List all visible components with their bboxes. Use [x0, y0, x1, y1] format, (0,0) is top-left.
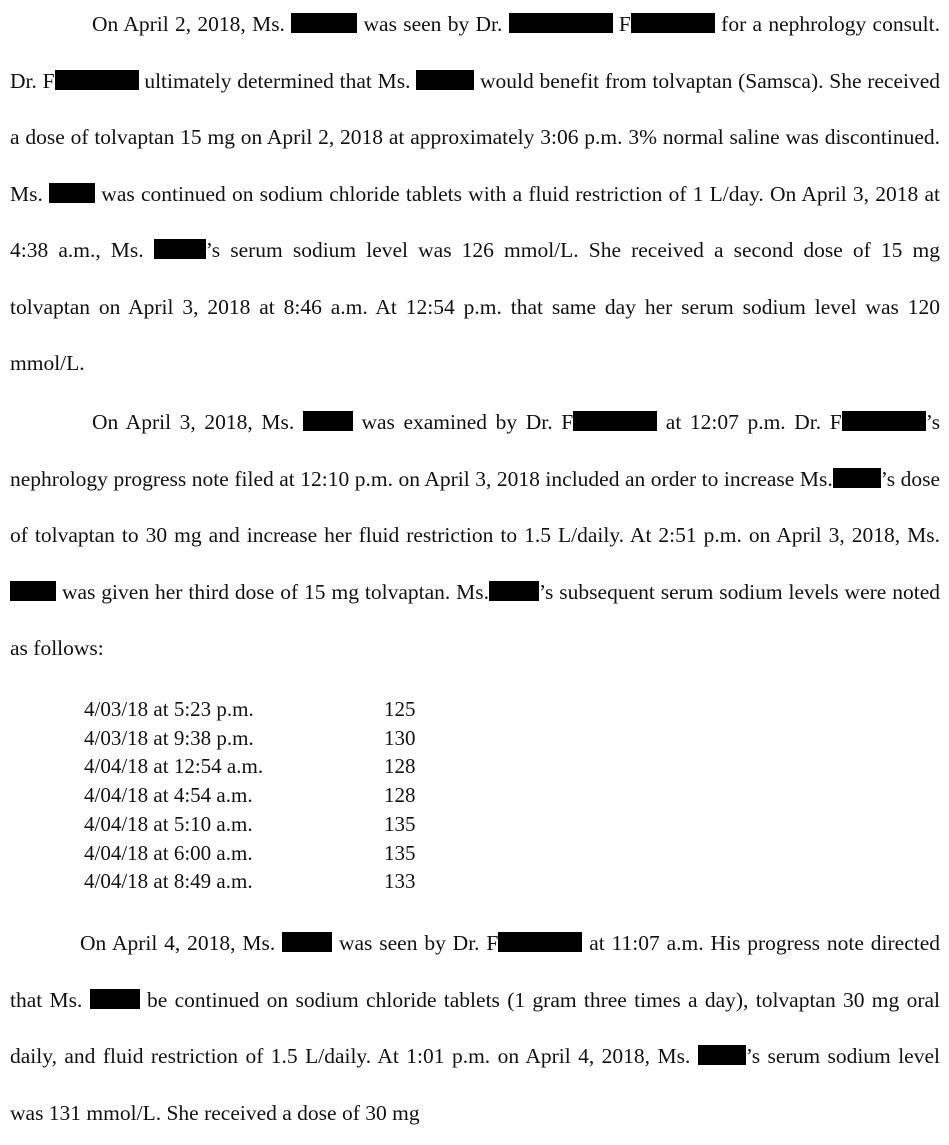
text-segment: at 12:07 p.m. Dr. F: [665, 410, 842, 434]
text-segment: On April 2, 2018, Ms.: [92, 12, 285, 36]
text-segment: be continued on sodium chloride tablets (1 gram three times a day), tolvaptan 30 mg oral daily, and fluid restriction of 1.5 L/daily. At 1:01 p.m. on April 4, 2018, Ms.: [10, 987, 940, 1068]
level-value: 128: [384, 783, 416, 808]
table-row: [84, 724, 444, 753]
paragraph-april-2: [10, 0, 940, 392]
sodium-levels-table: [84, 695, 444, 896]
text-segment: was given her third dose of 15 mg tolvaptan. Ms.: [61, 579, 490, 604]
table-row: [84, 810, 444, 839]
redaction-box: [49, 183, 95, 203]
level-datetime: 4/03/18 at 9:38 p.m.: [84, 725, 254, 750]
text-segment: was seen by Dr. F: [338, 931, 499, 955]
text-segment: was continued on sodium chloride tablets with a fluid restriction of 1 L/day. On April 3, 2018 at 4:38 a.m., Ms.: [10, 181, 940, 262]
redaction-box: [55, 70, 139, 90]
level-datetime: 4/03/18 at 5:23 p.m.: [84, 697, 254, 721]
text-segment: would benefit from tolvaptan (Samsca). She received a dose of tolvaptan 15 mg on April 2, 2018 at approximately 3:06 p.m. 3% normal saline was discontinued. Ms.: [10, 68, 941, 206]
text-segment: was seen by Dr.: [363, 12, 503, 36]
paragraph-april-3: [10, 394, 940, 677]
level-value: 130: [384, 725, 416, 750]
text-segment: ’s dose of tolvaptan to 30 mg and increase her fluid restriction to 1.5 L/daily. At 2:51 p.m. on April 3, 2018, Ms.: [10, 466, 941, 547]
redaction-box: [573, 411, 657, 431]
table-row: [84, 867, 444, 896]
level-datetime: 4/04/18 at 4:54 a.m.: [84, 783, 253, 808]
level-value: 128: [384, 754, 416, 779]
text-segment: at 11:07 a.m. His progress note directed that Ms.: [10, 931, 941, 1012]
table-row: [84, 839, 444, 868]
text-segment: On April 4, 2018, Ms.: [80, 931, 276, 955]
level-datetime: 4/04/18 at 5:10 a.m.: [84, 811, 253, 836]
level-datetime: 4/04/18 at 6:00 a.m.: [84, 840, 253, 865]
text-segment: F: [618, 12, 631, 36]
text-segment: was examined by Dr. F: [361, 410, 574, 434]
text-segment: ’s serum sodium level was 131 mmol/L. She received a dose of 30 mg: [10, 1044, 940, 1125]
table-row: [84, 695, 444, 724]
redaction-box: [154, 239, 206, 259]
text-segment: On April 3, 2018, Ms.: [92, 410, 295, 434]
level-value: 135: [384, 840, 416, 865]
redaction-box: [416, 70, 474, 90]
table-row: [84, 752, 444, 781]
text-segment: ’s serum sodium level was 126 mmol/L. She received a second dose of 15 mg tolvaptan on April 3, 2018 at 8:46 a.m. At 12:54 p.m. that same day her serum sodium level was 120 mmol/L.: [10, 238, 940, 375]
level-value: 133: [384, 869, 416, 894]
redaction-box: [489, 581, 539, 601]
text-segment: ’s nephrology progress note filed at 12:10 p.m. on April 3, 2018 included an order to increase Ms.: [10, 410, 941, 491]
redaction-box: [498, 932, 582, 952]
redaction-box: [282, 932, 332, 952]
level-datetime: 4/04/18 at 8:49 a.m.: [84, 869, 253, 894]
redaction-box: [10, 581, 56, 601]
text-segment: for a nephrology consult. Dr. F: [10, 12, 941, 93]
redaction-box: [509, 13, 613, 33]
text-segment: ’s subsequent serum sodium levels were noted as follows:: [10, 579, 941, 660]
redaction-box: [833, 468, 881, 488]
level-value: 135: [384, 811, 416, 836]
redaction-box: [631, 13, 715, 33]
redaction-box: [303, 411, 353, 431]
redaction-box: [291, 13, 357, 33]
paragraph-april-4: [10, 915, 940, 1141]
table-row: [84, 781, 444, 810]
level-datetime: 4/04/18 at 12:54 a.m.: [84, 754, 264, 779]
text-segment: ultimately determined that Ms.: [144, 68, 411, 93]
redaction-box: [90, 989, 140, 1009]
redaction-box: [842, 411, 926, 431]
redaction-box: [698, 1045, 746, 1065]
level-value: 125: [384, 697, 416, 721]
